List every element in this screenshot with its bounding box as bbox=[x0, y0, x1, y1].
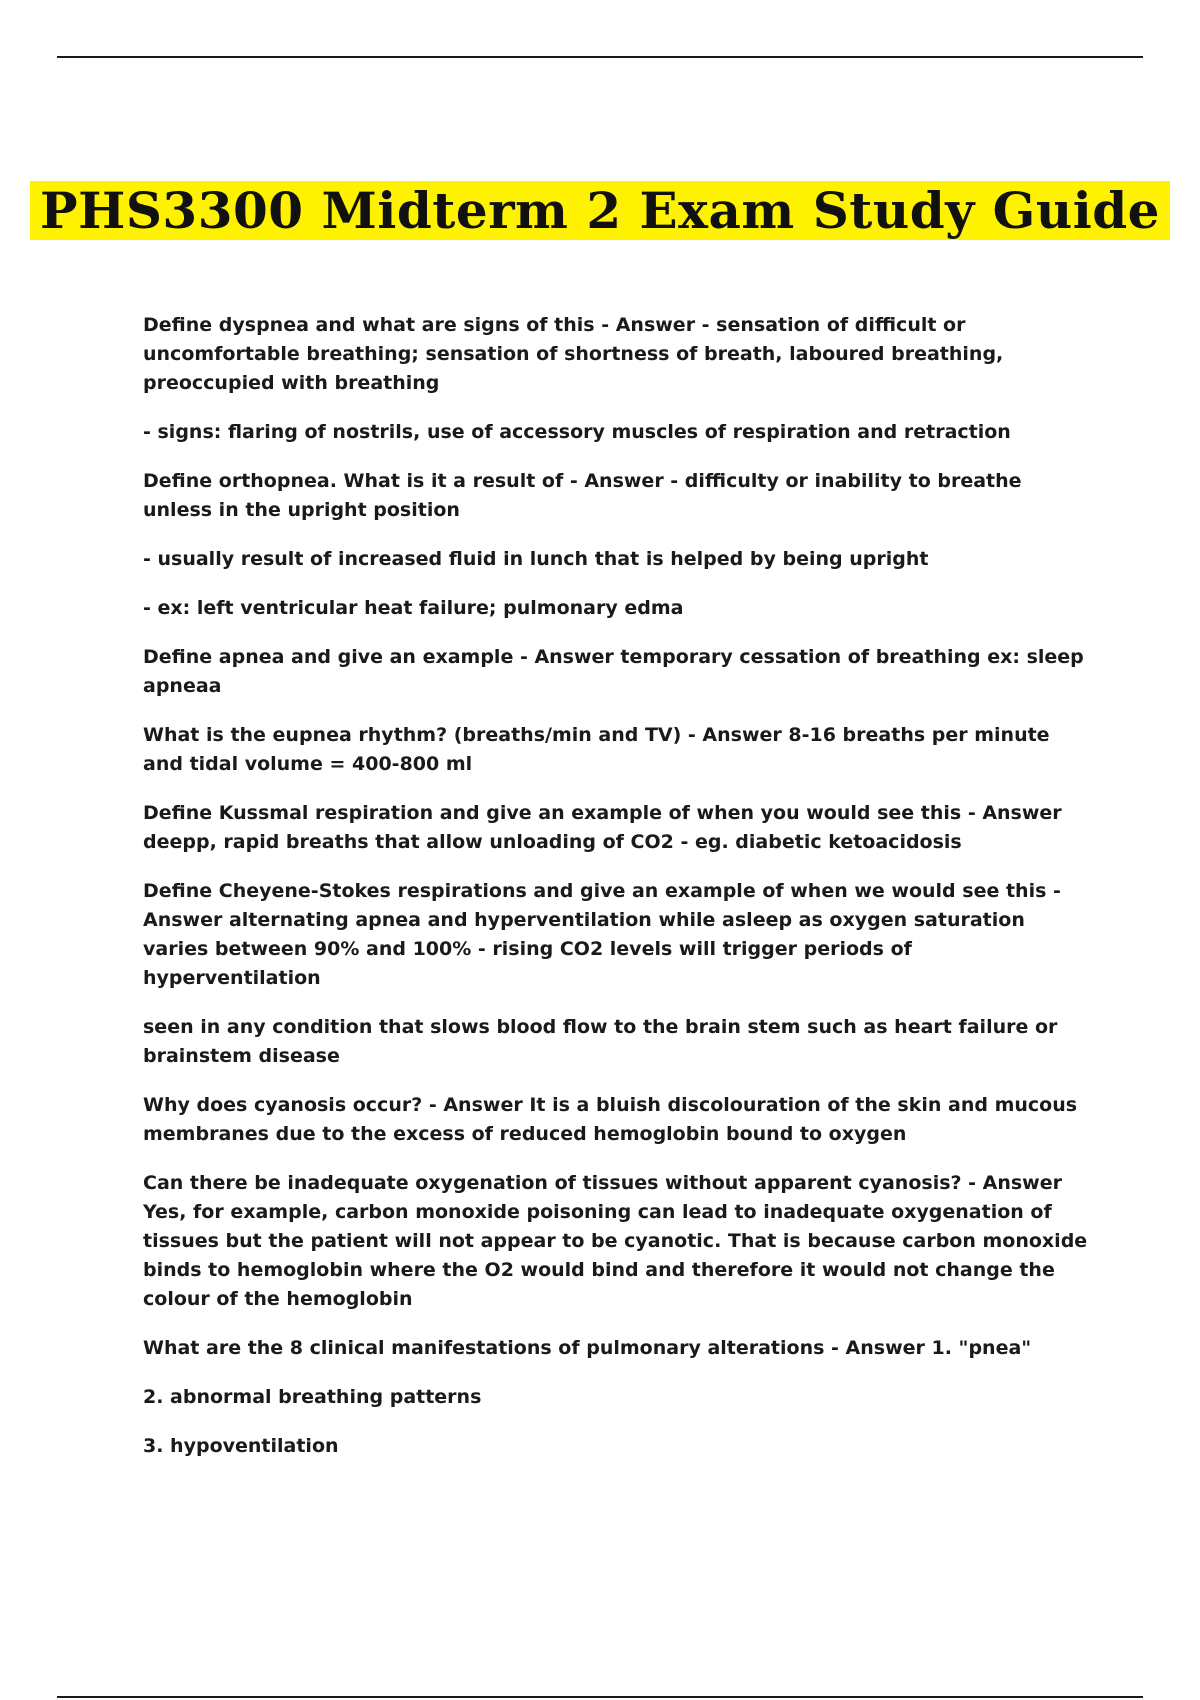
paragraph-orthopnea-cause: - usually result of increased fluid in lunch that is helped by being upright bbox=[143, 548, 929, 570]
paragraph-list-item-2: 2. abnormal breathing patterns bbox=[143, 1386, 482, 1408]
paragraph-orthopnea-example: - ex: left ventricular heat failure; pulmonary edma bbox=[143, 597, 684, 619]
paragraph-apnea: Define apnea and give an example - Answer temporary cessation of breathing ex: sleep apneaa bbox=[143, 646, 1084, 697]
paragraph-kussmal: Define Kussmal respiration and give an example of when you would see this - Answer deepp, rapid breaths that allow unloading of CO2 - eg. diabetic ketoacidosis bbox=[143, 802, 1062, 853]
footer-rule bbox=[57, 1696, 1143, 1698]
header-rule bbox=[57, 56, 1143, 58]
paragraph-cyanosis: Why does cyanosis occur? - Answer It is a bluish discolouration of the skin and mucous membranes due to the excess of reduced hemoglobin bound to oxygen bbox=[143, 1094, 1078, 1145]
paragraph-list-item-3: 3. hypoventilation bbox=[143, 1435, 339, 1457]
document-body bbox=[143, 311, 1093, 1481]
paragraph-orthopnea: Define orthopnea. What is it a result of - Answer - difficulty or inability to breathe unless in the upright position bbox=[143, 470, 1022, 521]
paragraph-eupnea: What is the eupnea rhythm? (breaths/min and TV) - Answer 8-16 breaths per minute and tidal volume = 400-800 ml bbox=[143, 724, 1050, 775]
paragraph-dyspnea-signs: - signs: flaring of nostrils, use of accessory muscles of respiration and retraction bbox=[143, 421, 1011, 443]
paragraph-dyspnea: Define dyspnea and what are signs of this - Answer - sensation of difficult or uncomfortable breathing; sensation of shortness of breath, laboured breathing, preoccupied with breathing bbox=[143, 314, 1004, 394]
paragraph-cheyne-stokes: Define Cheyene-Stokes respirations and give an example of when we would see this - Answer alternating apnea and hyperventilation while asleep as oxygen saturation varies between 90% and 100% - rising CO2 levels will trigger periods of hyperventilation bbox=[143, 880, 1061, 989]
paragraph-inadequate-oxygenation: Can there be inadequate oxygenation of tissues without apparent cyanosis? - Answer Yes, for example, carbon monoxide poisoning can lead to inadequate oxygenation of tissues but the patient will not appear to be cyanotic. That is because carbon monoxide binds to hemoglobin where the O2 would bind and therefore it would not change the colour of the hemoglobin bbox=[143, 1172, 1088, 1310]
paragraph-clinical-manifestations: What are the 8 clinical manifestations of pulmonary alterations - Answer 1. "pnea" bbox=[143, 1337, 1032, 1359]
paragraph-cheyne-stokes-conditions: seen in any condition that slows blood flow to the brain stem such as heart failure or brainstem disease bbox=[143, 1016, 1058, 1067]
title-highlight: PHS3300 Midterm 2 Exam Study Guide bbox=[30, 181, 1170, 240]
document-title bbox=[0, 174, 1200, 248]
